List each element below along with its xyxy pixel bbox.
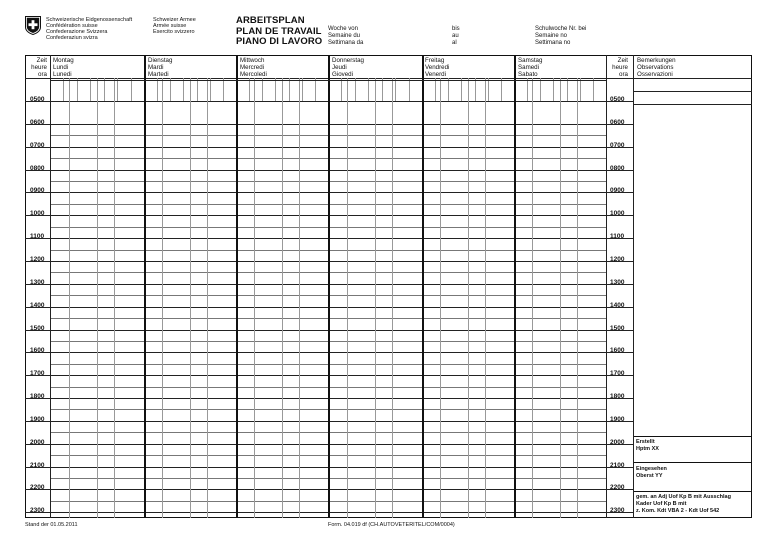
day-subcolumn-line xyxy=(97,78,98,518)
time-label-left: 1000 xyxy=(30,210,45,217)
first-row-cell-line xyxy=(540,78,541,101)
saturday-de: Samstag xyxy=(518,57,543,64)
time-right-fr: heure xyxy=(612,63,628,71)
first-row-cell-line xyxy=(355,78,356,101)
remarks-line xyxy=(633,104,752,105)
week-from-label xyxy=(328,26,363,47)
army-line-1: Schweizer Armee xyxy=(153,17,196,23)
footer-center: Form. 04.019 df (CH.AUTOVETERITEL/COM/0004) xyxy=(328,522,455,528)
first-row-cell-line xyxy=(262,78,263,101)
time-label-left: 1700 xyxy=(30,370,45,377)
time-label-right: 1100 xyxy=(610,233,625,240)
org-name-block xyxy=(46,17,132,41)
day-subcolumn-line xyxy=(375,78,376,518)
first-row-cell-line xyxy=(77,78,78,101)
time-left-fr: heure xyxy=(31,63,47,71)
first-row-cell-line xyxy=(435,78,436,101)
time-label-right: 2000 xyxy=(610,439,625,446)
first-row-cell-line xyxy=(580,78,581,101)
time-label-right: 1000 xyxy=(610,210,625,217)
wednesday-de: Mittwoch xyxy=(240,57,265,64)
basis-line-3: z. Kom. Kdt VBA 2 - Kdt Uof 542 xyxy=(636,508,720,514)
first-row-cell-line xyxy=(249,78,250,101)
day-header-tuesday xyxy=(148,58,172,78)
viewed-label: Eingesehen xyxy=(636,466,667,472)
day-subcolumn-line xyxy=(299,78,300,518)
time-label-right: 2300 xyxy=(610,507,625,514)
first-row-cell-line xyxy=(382,78,383,101)
army-name-block xyxy=(153,17,196,35)
first-row-cell-line xyxy=(315,78,316,101)
time-label-left: 0600 xyxy=(30,119,45,126)
basis-line-2: Kader Uof Kp B mit xyxy=(636,501,687,507)
first-row-cell-line xyxy=(275,78,276,101)
tuesday-fr: Mardi xyxy=(148,63,164,71)
org-line-4: Confederaziun svizra xyxy=(46,35,98,41)
time-left-it: ora xyxy=(38,70,47,78)
day-subcolumn-line xyxy=(69,78,70,518)
time-label-right: 2100 xyxy=(610,462,625,469)
time-label-right: 0900 xyxy=(610,187,625,194)
week-from-de: Woche von xyxy=(328,26,358,32)
day-header-thursday xyxy=(332,58,364,78)
org-line-3: Confederazione Svizzera xyxy=(46,29,108,35)
day-subcolumn-line xyxy=(347,78,348,518)
week-to-de: bis xyxy=(452,26,460,32)
monday-it: Lunedi xyxy=(53,70,72,78)
week-from-it: Settimana da xyxy=(328,40,364,46)
day-subcolumn-line xyxy=(254,78,255,518)
time-label-left: 2300 xyxy=(30,507,45,514)
basis-line-1: gem. an Adj Uof Kp B mit Ausschlag xyxy=(636,494,731,500)
time-left-header xyxy=(27,58,47,78)
swiss-cross-logo xyxy=(25,16,41,35)
title-it: PIANO DI LAVORO xyxy=(236,36,323,47)
time-label-right: 1200 xyxy=(610,256,625,263)
first-row-cell-line xyxy=(553,78,554,101)
friday-fr: Vendredi xyxy=(425,63,450,71)
time-right-header xyxy=(608,58,628,78)
remarks-header xyxy=(637,58,676,78)
week-from-fr: Semaine du xyxy=(328,33,361,39)
time-label-right: 1500 xyxy=(610,325,625,332)
day-divider xyxy=(328,55,330,518)
time-label-left: 1300 xyxy=(30,279,45,286)
time-label-right: 0500 xyxy=(610,96,625,103)
first-row-cell-line xyxy=(341,78,342,101)
column-line xyxy=(606,55,607,518)
day-subcolumn-line xyxy=(560,78,561,518)
week-to-it: al xyxy=(452,40,457,46)
time-label-left: 0500 xyxy=(30,96,45,103)
first-row-cell-line xyxy=(289,78,290,101)
first-row-cell-line xyxy=(90,78,91,101)
time-label-right: 0600 xyxy=(610,119,625,126)
time-label-left: 2000 xyxy=(30,439,45,446)
first-row-cell-line xyxy=(104,78,105,101)
time-left-de: Zeit xyxy=(36,57,47,64)
tuesday-de: Dienstag xyxy=(148,57,173,64)
thursday-de: Donnerstag xyxy=(332,57,364,64)
day-divider xyxy=(514,55,516,518)
first-row-top xyxy=(50,80,606,81)
time-label-right: 1700 xyxy=(610,370,625,377)
time-label-left: 0900 xyxy=(30,187,45,194)
org-line-2: Confédération suisse xyxy=(46,23,98,29)
org-line-1: Schweizerische Eidgenossenschaft xyxy=(46,17,133,23)
day-subcolumn-line xyxy=(190,78,191,518)
first-row-cell-line xyxy=(183,78,184,101)
week-no-de: Schulwoche Nr. bei xyxy=(535,26,587,32)
day-header-saturday xyxy=(518,58,542,78)
time-label-right: 1800 xyxy=(610,393,625,400)
time-label-left: 2100 xyxy=(30,462,45,469)
wednesday-fr: Mercredi xyxy=(240,63,265,71)
day-subcolumn-line xyxy=(207,78,208,518)
day-subcolumn-line xyxy=(440,78,441,518)
first-row-cell-line xyxy=(210,78,211,101)
created-label: Erstellt xyxy=(636,439,655,445)
saturday-it: Sabato xyxy=(518,70,538,78)
first-row-cell-line xyxy=(302,78,303,101)
time-label-right: 1400 xyxy=(610,302,625,309)
remarks-it: Osservazioni xyxy=(637,70,673,78)
first-row-cell-line xyxy=(131,78,132,101)
week-to-label xyxy=(452,26,460,47)
time-label-left: 1200 xyxy=(30,256,45,263)
time-label-right: 0800 xyxy=(610,165,625,172)
basis-box xyxy=(634,492,752,518)
week-no-fr: Semaine no xyxy=(535,33,568,39)
day-subcolumn-line xyxy=(577,78,578,518)
thursday-it: Giovedi xyxy=(332,70,353,78)
first-row-cell-line xyxy=(448,78,449,101)
first-row-cell-line xyxy=(409,78,410,101)
time-label-left: 0800 xyxy=(30,165,45,172)
monday-fr: Lundi xyxy=(53,63,69,71)
time-label-left: 1400 xyxy=(30,302,45,309)
day-subcolumn-line xyxy=(392,78,393,518)
friday-de: Freitag xyxy=(425,57,445,64)
day-header-wednesday xyxy=(240,58,267,78)
first-row-cell-line xyxy=(368,78,369,101)
time-label-right: 1900 xyxy=(610,416,625,423)
week-number-label xyxy=(535,26,586,47)
thursday-fr: Jeudi xyxy=(332,63,347,71)
remarks-fr: Observations xyxy=(637,63,674,71)
column-line xyxy=(50,55,51,518)
time-label-left: 1100 xyxy=(30,233,45,240)
time-label-left: 1600 xyxy=(30,347,45,354)
day-subcolumn-line xyxy=(282,78,283,518)
first-row-cell-line xyxy=(197,78,198,101)
day-header-friday xyxy=(425,58,449,78)
day-divider xyxy=(422,55,424,518)
day-divider xyxy=(236,55,238,518)
title-fr: PLAN DE TRAVAIL xyxy=(236,25,322,37)
day-subcolumn-line xyxy=(485,78,486,518)
first-row-cell-line xyxy=(223,78,224,101)
created-value: Hptm XX xyxy=(636,446,659,452)
week-to-fr: au xyxy=(452,33,459,39)
day-divider xyxy=(144,55,146,518)
first-row-cell-line xyxy=(567,78,568,101)
time-label-right: 0700 xyxy=(610,142,625,149)
day-subcolumn-line xyxy=(532,78,533,518)
first-row-cell-line xyxy=(117,78,118,101)
first-row-cell-line xyxy=(157,78,158,101)
first-row-cell-line xyxy=(475,78,476,101)
army-line-3: Esercito svizzero xyxy=(153,29,195,35)
time-label-left: 1500 xyxy=(30,325,45,332)
saturday-fr: Samedi xyxy=(518,63,539,71)
monday-de: Montag xyxy=(53,57,74,64)
time-label-right: 1600 xyxy=(610,347,625,354)
time-label-left: 0700 xyxy=(30,142,45,149)
time-label-right: 2200 xyxy=(610,484,625,491)
wednesday-it: Mercoledi xyxy=(240,70,267,78)
first-row-cell-line xyxy=(63,78,64,101)
time-label-left: 1900 xyxy=(30,416,45,423)
first-row-cell-line xyxy=(501,78,502,101)
time-right-it: ora xyxy=(619,70,628,78)
time-label-left: 2200 xyxy=(30,484,45,491)
first-row-cell-line xyxy=(170,78,171,101)
viewed-value: Oberst YY xyxy=(636,473,663,479)
first-row-cell-line xyxy=(527,78,528,101)
time-label-right: 1300 xyxy=(610,279,625,286)
viewed-box xyxy=(634,463,752,492)
time-right-de: Zeit xyxy=(617,57,628,64)
first-row-cell-line xyxy=(593,78,594,101)
time-label-left: 1800 xyxy=(30,393,45,400)
day-subcolumn-line xyxy=(162,78,163,518)
day-header-monday xyxy=(53,58,74,78)
day-subcolumn-line xyxy=(114,78,115,518)
created-box xyxy=(634,436,752,463)
header-divider xyxy=(25,78,752,79)
remarks-de: Bemerkungen xyxy=(637,57,676,64)
friday-it: Venerdi xyxy=(425,70,446,78)
title-de: ARBEITSPLAN xyxy=(236,15,305,26)
week-no-it: Settimana no xyxy=(535,40,571,46)
first-row-cell-line xyxy=(488,78,489,101)
remarks-line xyxy=(633,91,752,92)
first-row-cell-line xyxy=(461,78,462,101)
day-subcolumn-line xyxy=(468,78,469,518)
form-title xyxy=(236,16,322,48)
tuesday-it: Martedi xyxy=(148,70,169,78)
army-line-2: Armée suisse xyxy=(153,23,187,29)
first-row-cell-line xyxy=(395,78,396,101)
footer-left: Stand der 01.05.2011 xyxy=(25,522,78,528)
